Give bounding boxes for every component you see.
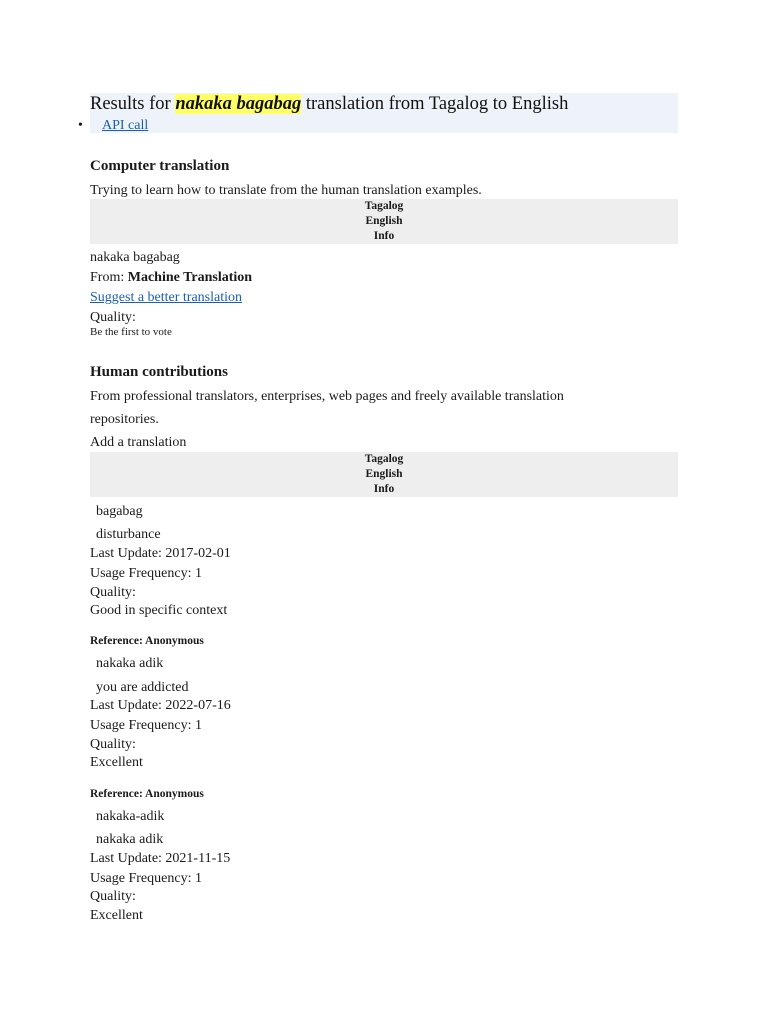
column-tagalog: Tagalog: [364, 200, 404, 212]
human-contributions-heading: Human contributions: [90, 364, 228, 380]
column-tagalog: Tagalog: [364, 453, 404, 465]
human-table-header: [90, 452, 678, 497]
column-english: English: [365, 468, 403, 480]
from-value: Machine Translation: [127, 270, 253, 285]
entry-quality-value: Excellent: [90, 908, 143, 923]
entry-last-update: Last Update: 2021-11-15: [90, 851, 231, 866]
entry-target: you are addicted: [96, 680, 189, 695]
entry-source: nakaka-adik: [96, 809, 165, 824]
title-suffix: translation from Tagalog to English: [305, 94, 569, 114]
computer-translation-heading: Computer translation: [90, 158, 230, 174]
entry-usage-frequency: Usage Frequency: 1: [90, 871, 202, 886]
entry-last-update: Last Update: 2022-07-16: [90, 698, 231, 713]
machine-translation-result: nakaka bagabag: [90, 250, 180, 265]
title-prefix: Results for: [90, 94, 171, 114]
column-info: Info: [373, 230, 395, 242]
quality-label: Quality:: [90, 310, 136, 325]
entry-quality-value: Excellent: [90, 755, 143, 770]
entry-quality-label: Quality:: [90, 585, 136, 600]
search-query-highlight: nakaka bagabag: [175, 94, 302, 114]
column-english: English: [365, 215, 403, 227]
from-label: From:: [90, 270, 125, 285]
entry-source: nakaka adik: [96, 656, 164, 671]
entry-last-update: Last Update: 2017-02-01: [90, 546, 231, 561]
computer-translation-description: Trying to learn how to translate from the human translation examples.: [90, 183, 482, 198]
from-line: [90, 270, 252, 286]
entry-quality-label: Quality:: [90, 737, 136, 752]
entry-quality-label: Quality:: [90, 889, 136, 904]
entry-usage-frequency: Usage Frequency: 1: [90, 566, 202, 581]
entry-target: nakaka adik: [96, 832, 164, 847]
entry-reference: Reference: Anonymous: [90, 788, 204, 800]
entry-source: bagabag: [96, 504, 143, 519]
human-contributions-description-line2: repositories.: [90, 412, 159, 427]
entry-reference: Reference: Anonymous: [90, 635, 204, 647]
column-info: Info: [373, 483, 395, 495]
human-contributions-description-line1: From professional translators, enterprises, web pages and freely available translation: [90, 389, 564, 404]
bullet-icon: •: [78, 118, 83, 133]
add-translation-link[interactable]: Add a translation: [90, 435, 187, 450]
entry-target: disturbance: [96, 527, 161, 542]
page-title: [90, 94, 568, 115]
vote-prompt[interactable]: Be the first to vote: [90, 326, 172, 338]
entry-quality-value: Good in specific context: [90, 603, 228, 618]
entry-usage-frequency: Usage Frequency: 1: [90, 718, 202, 733]
api-call-link[interactable]: API call: [102, 118, 149, 133]
suggest-translation-link[interactable]: Suggest a better translation: [90, 290, 243, 305]
computer-table-header: [90, 199, 678, 244]
